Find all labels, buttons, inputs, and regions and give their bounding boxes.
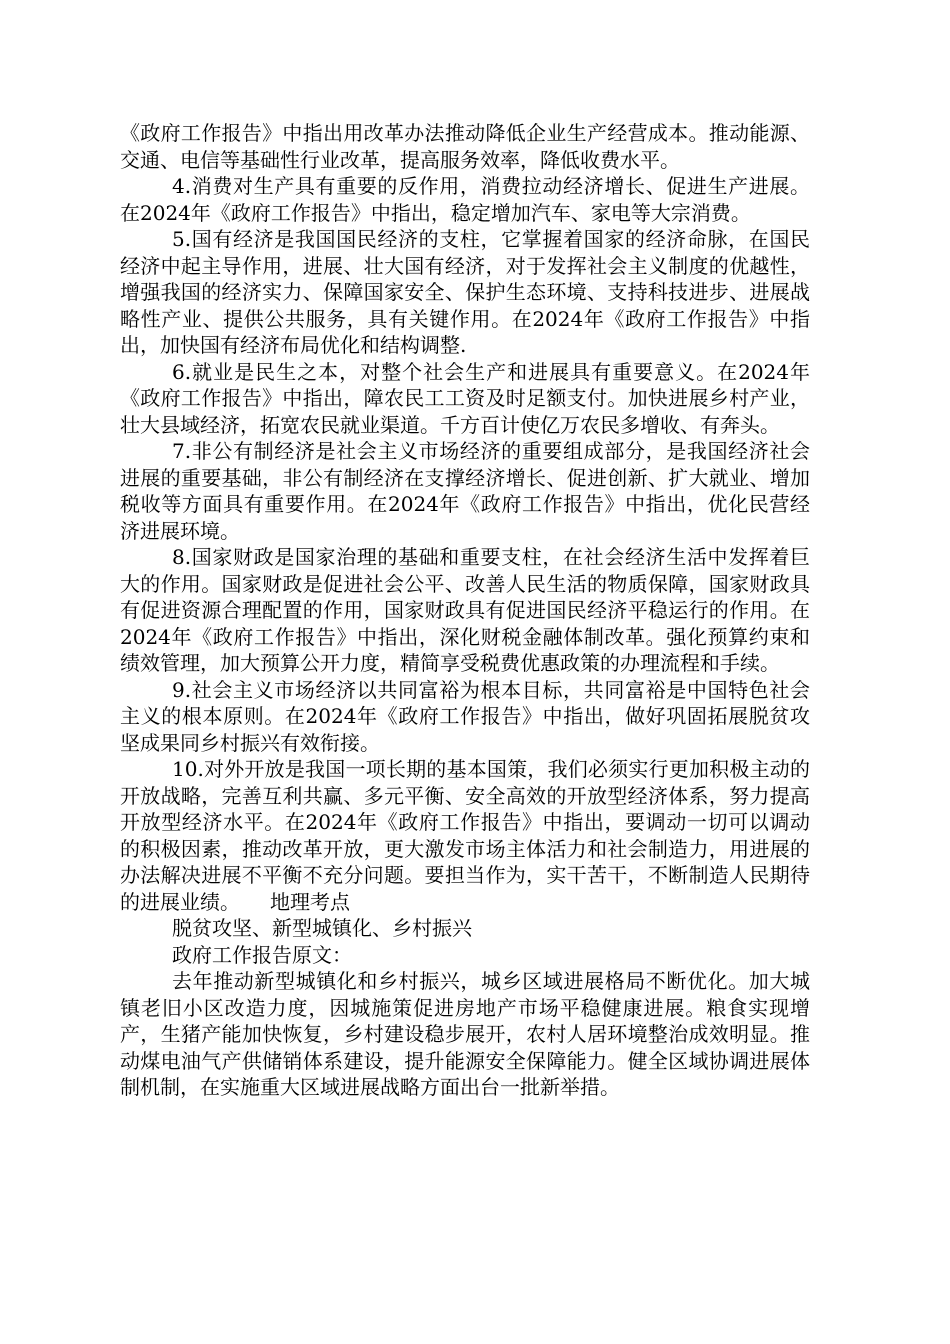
paragraph-item-9: 9.社会主义市场经济以共同富裕为根本目标，共同富裕是中国特色社会主义的根本原则。在2024年《政府工作报告》中指出，做好巩固拓展脱贫攻坚成果同乡村振兴有效衔接。 <box>120 677 810 755</box>
paragraph-1: 《政府工作报告》中指出用改革办法推动降低企业生产经营成本。推动能源、交通、电信等基础性行业改革，提高服务效率，降低收费水平。 <box>120 121 810 172</box>
paragraph-item-6: 6.就业是民生之本，对整个社会生产和进展具有重要意义。在2024年《政府工作报告》中指出，障农民工工资及时足额支付。加快进展乡村产业，壮大县域经济，拓宽农民就业渠道。千方百计使亿万农民多增收、有奔头。 <box>120 359 810 437</box>
paragraph-item-5: 5.国有经济是我国国民经济的支柱，它掌握着国家的经济命脉，在国民经济中起主导作用，进展、壮大国有经济，对于发挥社会主义制度的优越性，增强我国的经济实力、保障国家安全、保护生态环境、支持科技进步、进展战略性产业、提供公共服务，具有关键作用。在2024年《政府工作报告》中指出，加快国有经济布局优化和结构调整. <box>120 227 810 357</box>
paragraph-item-10: 10.对外开放是我国一项长期的基本国策，我们必须实行更加积极主动的开放战略，完善互利共赢、多元平衡、安全高效的开放型经济体系，努力提高开放型经济水平。在2024年《政府工作报告》中指出，要调动一切可以调动的积极因素，推动改革开放，更大激发市场主体活力和社会制造力，用进展的办法解决进展不平衡不充分问题。要担当作为，实干苦干，不断制造人民期待的进展业绩。 地理考点 <box>120 757 810 914</box>
paragraph-item-7: 7.非公有制经济是社会主义市场经济的重要组成部分，是我国经济社会进展的重要基础，非公有制经济在支撑经济增长、促进创新、扩大就业、增加税收等方面具有重要作用。在2024年《政府工作报告》中指出，优化民营经济进展环境。 <box>120 439 810 543</box>
paragraph-item-8: 8.国家财政是国家治理的基础和重要支柱，在社会经济生活中发挥着巨大的作用。国家财政是促进社会公平、改善人民生活的物质保障，国家财政具有促进资源合理配置的作用，国家财政具有促进国民经济平稳运行的作用。在2024年《政府工作报告》中指出，深化财税金融体制改革。强化预算约束和绩效管理，加大预算公开力度，精简享受税费优惠政策的办理流程和手续。 <box>120 545 810 675</box>
report-original-text: 去年推动新型城镇化和乡村振兴，城乡区域进展格局不断优化。加大城镇老旧小区改造力度，因城施策促进房地产市场平稳健康进展。粮食实现增产，生猪产能加快恢复，乡村建设稳步展开，农村人居环境整治成效明显。推动煤电油气产供储销体系建设，提升能源安全保障能力。健全区域协调进展体制机制，在实施重大区域进展战略方面出台一批新举措。 <box>120 969 810 1099</box>
document-page <box>120 120 810 1101</box>
geography-topics: 脱贫攻坚、新型城镇化、乡村振兴 <box>172 916 472 940</box>
paragraph-item-4: 4.消费对生产具有重要的反作用，消费拉动经济增长、促进生产进展。在2024年《政府工作报告》中指出，稳定增加汽车、家电等大宗消费。 <box>120 174 810 225</box>
report-original-heading: 政府工作报告原文： <box>172 942 352 967</box>
